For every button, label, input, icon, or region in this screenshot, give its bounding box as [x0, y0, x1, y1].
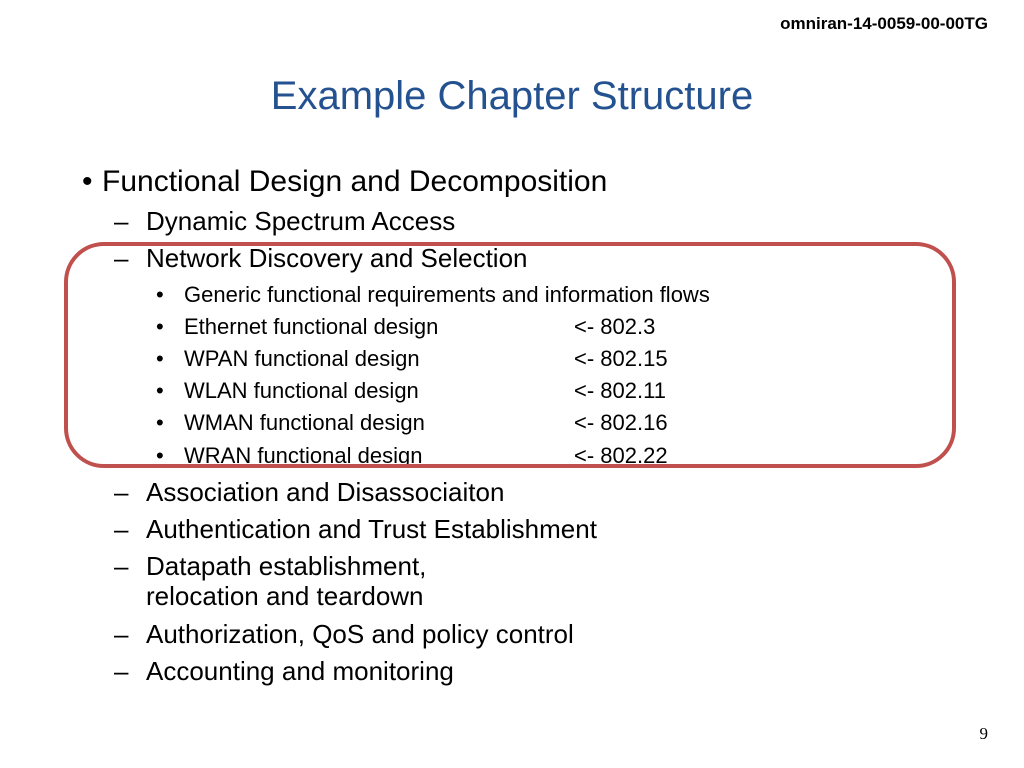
dash-marker: – — [114, 619, 129, 649]
dot-marker: • — [156, 314, 164, 339]
main-bullet-text: Functional Design and Decomposition — [102, 165, 608, 198]
bullet-marker: • — [82, 165, 93, 198]
dot-marker: • — [156, 282, 164, 307]
sub-item-text: WPAN functional design — [184, 346, 420, 371]
slide-title: Example Chapter Structure — [270, 74, 754, 118]
list-item-text: Datapath establishment, — [146, 551, 427, 581]
sub-item-standard: <- 802.16 — [574, 410, 668, 435]
dash-marker: – — [114, 551, 129, 581]
list-item-text-continued: relocation and teardown — [146, 581, 424, 611]
document-id: omniran-14-0059-00-00TG — [780, 14, 988, 33]
sub-item-text: WLAN functional design — [184, 378, 419, 403]
dash-marker: – — [114, 243, 129, 273]
sub-item-text: Ethernet functional design — [184, 314, 439, 339]
list-item-text: Association and Disassociaiton — [146, 477, 505, 507]
dash-marker: – — [114, 656, 129, 686]
dot-marker: • — [156, 410, 164, 435]
sub-item-standard: <- 802.11 — [574, 378, 666, 403]
list-item-text: Authentication and Trust Establishment — [146, 514, 597, 544]
sub-item-text: WMAN functional design — [184, 410, 425, 435]
dash-marker: – — [114, 477, 129, 507]
list-item-text: Dynamic Spectrum Access — [146, 206, 456, 236]
sub-item-text: WRAN functional design — [184, 443, 423, 468]
list-item-text: Accounting and monitoring — [146, 656, 454, 686]
sub-item-standard: <- 802.15 — [574, 346, 668, 371]
dot-marker: • — [156, 378, 164, 403]
sub-item-standard: <- 802.3 — [574, 314, 656, 339]
dash-marker: – — [114, 206, 129, 236]
sub-item-text: Generic functional requirements and information flows — [184, 282, 710, 307]
list-item-text: Authorization, QoS and policy control — [146, 619, 574, 649]
dot-marker: • — [156, 346, 164, 371]
highlight-box — [64, 242, 956, 468]
page-number: 9 — [979, 724, 988, 743]
list-item-text: Network Discovery and Selection — [146, 243, 528, 273]
sub-item-standard: <- 802.22 — [574, 443, 668, 468]
dot-marker: • — [156, 443, 164, 468]
dash-marker: – — [114, 514, 129, 544]
